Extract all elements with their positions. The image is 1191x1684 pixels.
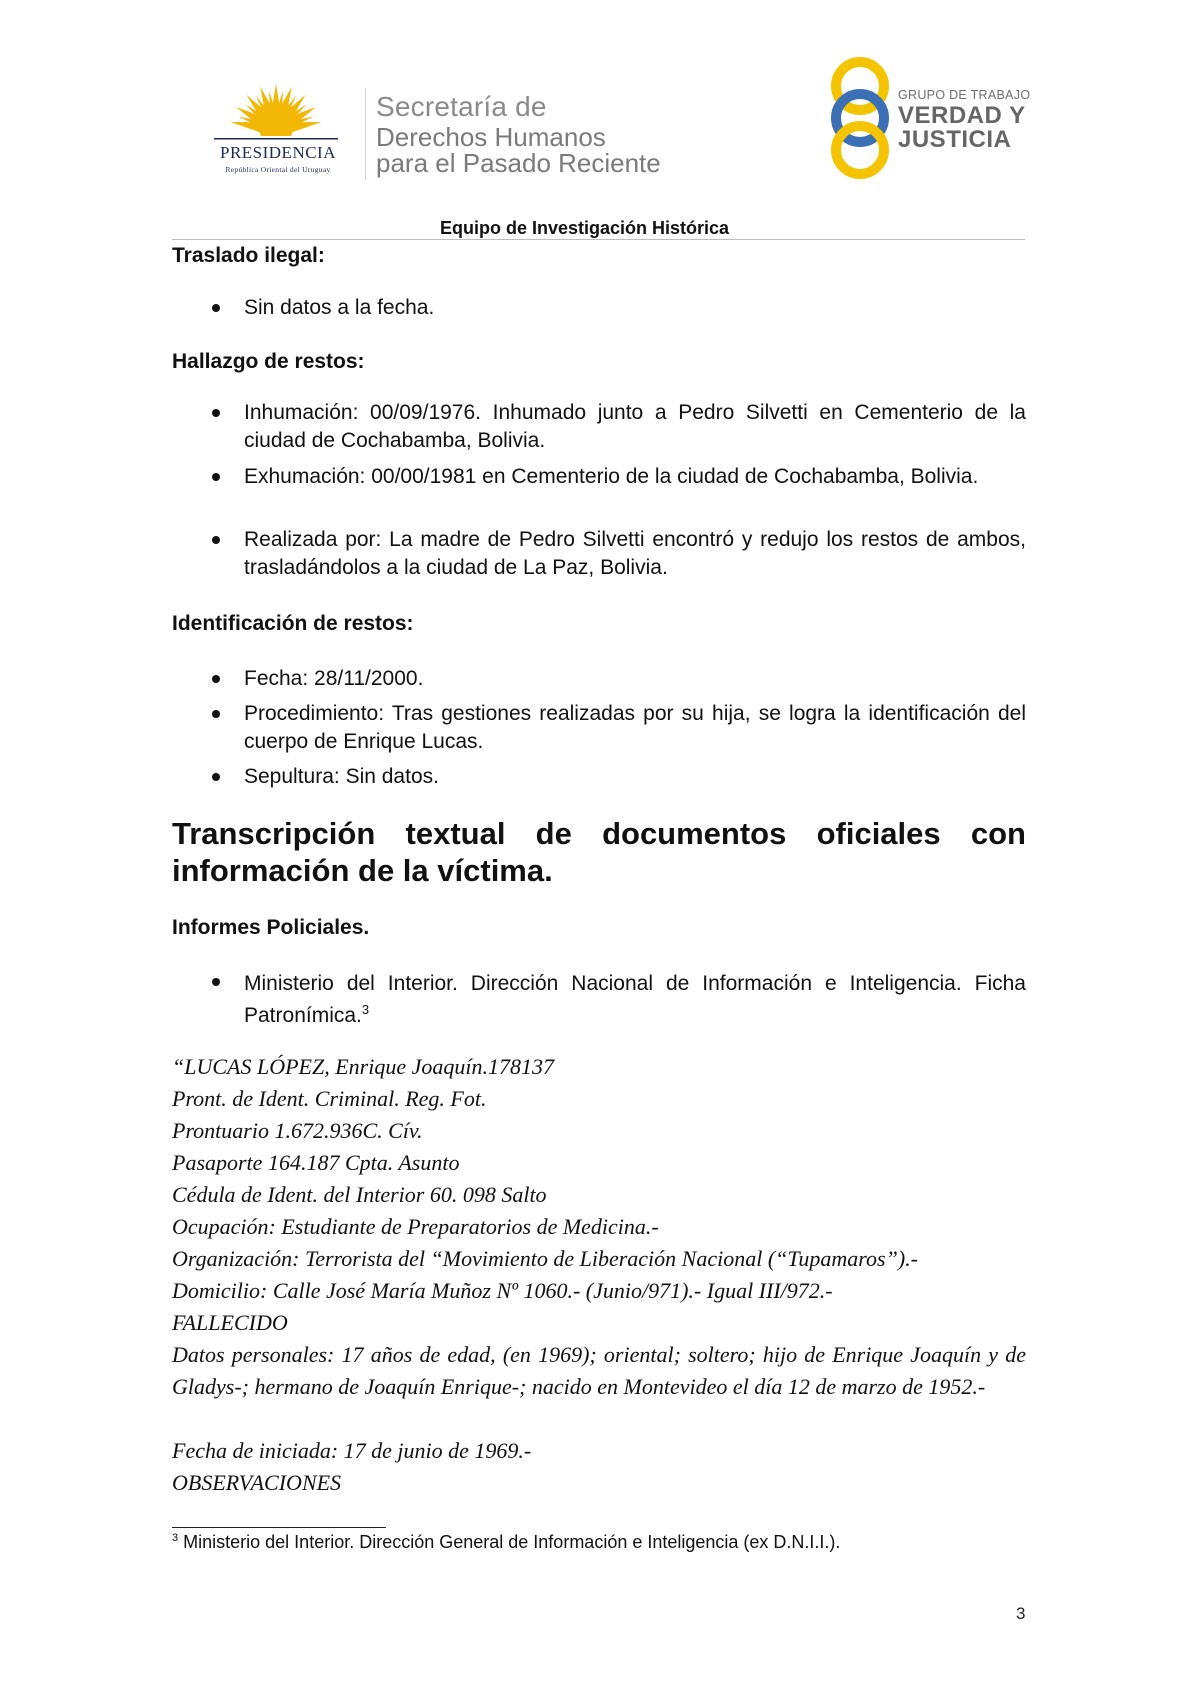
footnote-number: 3	[172, 1532, 179, 1544]
bullet-dot	[212, 710, 220, 718]
footnote-text: Ministerio del Interior. Dirección General de Información e Inteligencia (ex D.N.I.I.).	[183, 1532, 841, 1552]
heading-traslado: Traslado ilegal:	[172, 244, 325, 267]
transcript-line: Organización: Terrorista del “Movimiento de Liberación Nacional (“Tupamaros”).-	[172, 1246, 918, 1271]
grupo-line-2: VERDAD Y	[898, 102, 1026, 129]
team-title: Equipo de Investigación Histórica	[440, 218, 730, 238]
transcript-line: Pasaporte 164.187 Cpta. Asunto	[172, 1150, 460, 1175]
bullet-dot	[212, 473, 220, 481]
list-item: Fecha: 28/11/2000.	[244, 667, 424, 690]
transcript-line: Ocupación: Estudiante de Preparatorios de Medicina.-	[172, 1214, 659, 1239]
heading-identificacion: Identificación de restos:	[172, 612, 414, 635]
header-divider	[365, 88, 366, 180]
transcript-line: Prontuario 1.672.936C. Cív.	[172, 1118, 423, 1143]
presidencia-sun-logo	[196, 78, 356, 178]
transcript-line: Datos personales: 17 años de edad, (en 1969); oriental; soltero; hijo de Enrique Joaquín y de Gladys-; hermano de Joaquín Enrique-; nacido en Montevideo el día 12 de marzo de 1952.-	[172, 1342, 1026, 1399]
transcript-line: Cédula de Ident. del Interior 60. 098 Salto	[172, 1182, 547, 1207]
secretaria-line-3: para el Pasado Reciente	[376, 148, 661, 178]
heading-transcripcion: Transcripción textual de documentos oficiales con información de la víctima.	[172, 816, 1026, 888]
bullet-dot	[212, 536, 220, 544]
transcript-line: FALLECIDO	[172, 1310, 288, 1335]
list-item: Realizada por: La madre de Pedro Silvetti encontró y redujo los restos de ambos, trasladándolos a la ciudad de La Paz, Bolivia.	[244, 528, 1026, 579]
transcript-line: Pront. de Ident. Criminal. Reg. Fot.	[172, 1086, 487, 1111]
secretaria-line-2: Derechos Humanos	[376, 122, 606, 152]
heading-hallazgo: Hallazgo de restos:	[172, 350, 365, 373]
grupo-line-3: JUSTICIA	[898, 126, 1012, 153]
list-item: Inhumación: 00/09/1976. Inhumado junto a Pedro Silvetti en Cementerio de la ciudad de Cochabamba, Bolivia.	[244, 401, 1026, 452]
transcript-line: “LUCAS LÓPEZ, Enrique Joaquín.178137	[172, 1054, 554, 1079]
header-rule	[172, 239, 1025, 240]
page-number: 3	[1016, 1604, 1026, 1623]
transcript-line: OBSERVACIONES	[172, 1470, 342, 1495]
list-item: Sepultura: Sin datos.	[244, 765, 439, 788]
heading-informes: Informes Policiales.	[172, 916, 370, 939]
grupo-line-1: GRUPO DE TRABAJO	[898, 88, 1031, 102]
list-item: Procedimiento: Tras gestiones realizadas por su hija, se logra la identificación del cuerpo de Enrique Lucas.	[244, 702, 1026, 753]
bullet-dot	[212, 409, 220, 417]
footnote	[172, 1532, 840, 1553]
list-item-text: Ministerio del Interior. Dirección Nacional de Información e Inteligencia. Ficha Patronímica.	[244, 972, 1026, 1027]
list-item	[244, 968, 1026, 1032]
bullet-dot	[212, 978, 220, 986]
list-item: Sin datos a la fecha.	[244, 296, 435, 319]
secretaria-line-1: Secretaría de	[376, 91, 547, 122]
footnote-ref[interactable]: 3	[361, 1002, 370, 1017]
bullet-dot	[212, 773, 220, 781]
list-item: Exhumación: 00/00/1981 en Cementerio de la ciudad de Cochabamba, Bolivia.	[244, 465, 979, 488]
verdad-justicia-rings-logo	[820, 56, 900, 180]
transcript-line: Fecha de iniciada: 17 de junio de 1969.-	[172, 1438, 532, 1463]
bullet-dot	[212, 304, 220, 312]
footnote-separator	[172, 1527, 386, 1528]
transcript-line: Domicilio: Calle José María Muñoz Nº 1060.- (Junio/971).- Igual III/972.-	[172, 1278, 833, 1303]
presidencia-subtitle: República Oriental del Uruguay	[225, 165, 331, 174]
presidencia-wordmark: PRESIDENCIA	[219, 143, 336, 162]
bullet-dot	[212, 675, 220, 683]
